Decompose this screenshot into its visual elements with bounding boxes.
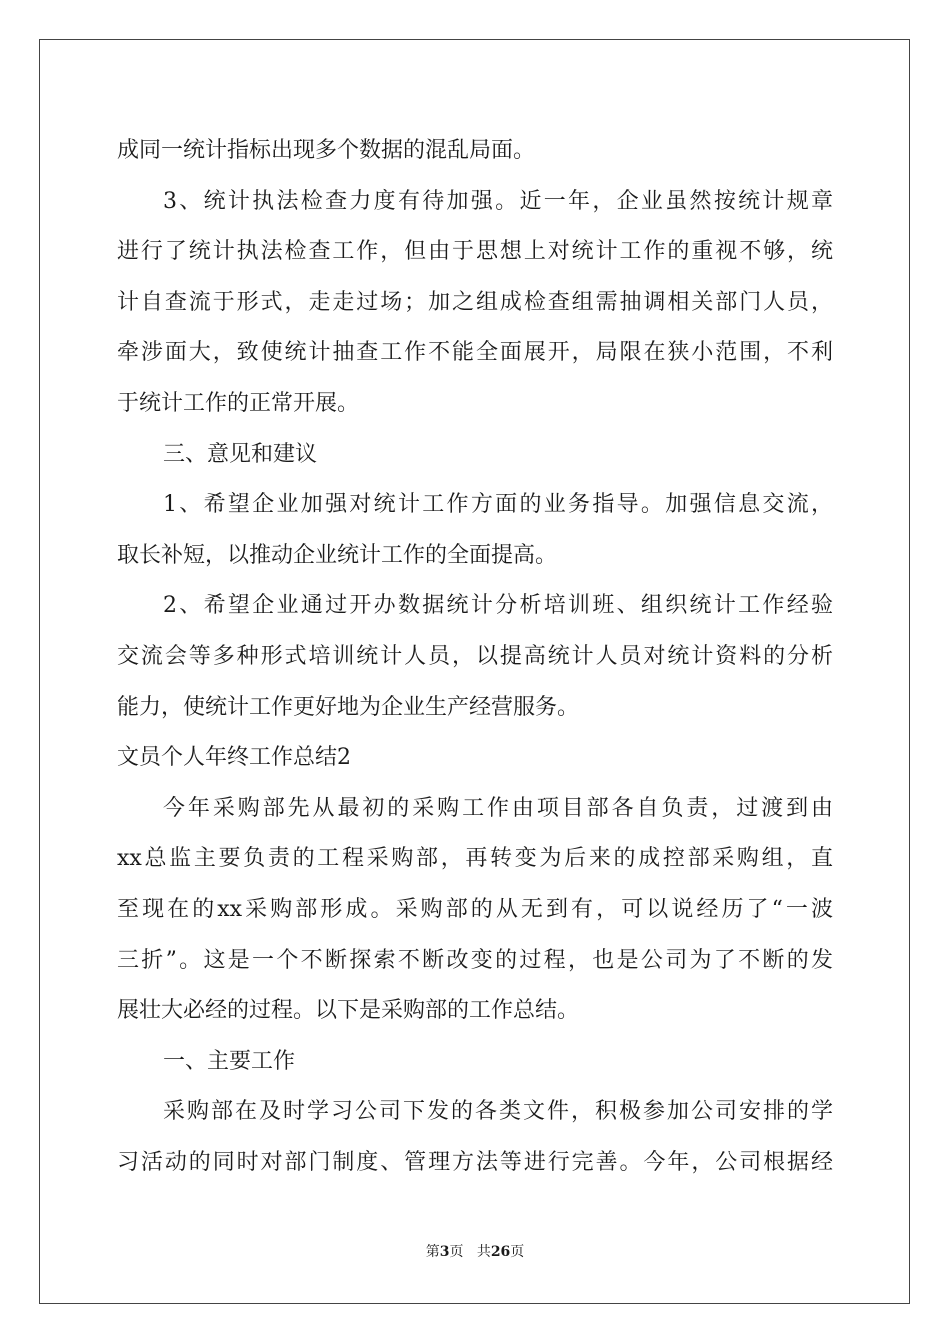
text-line: 牵涉面大，致使统计抽查工作不能全面展开，局限在狭小范围，不利: [117, 340, 833, 366]
text-line: 1、希望企业加强对统计工作方面的业务指导。加强信息交流，: [163, 492, 833, 518]
section-heading: 三、意见和建议: [163, 441, 318, 467]
total-label-suffix: 页: [510, 1244, 525, 1260]
text-line: 至现在的xx采购部形成。采购部的从无到有，可以说经历了“一波: [117, 896, 833, 922]
page-number: 3: [439, 1244, 450, 1260]
page-footer: [0, 1241, 950, 1261]
text-line: 交流会等多种形式培训统计人员，以提高统计人员对统计资料的分析: [117, 643, 833, 669]
text-line: 于统计工作的正常开展。: [117, 390, 360, 416]
page-label-suffix: 页: [449, 1244, 464, 1260]
total-label-prefix: 共: [476, 1244, 491, 1260]
text-line: 取长补短，以推动企业统计工作的全面提高。: [117, 542, 558, 568]
document-body: [117, 126, 833, 1188]
text-line: 习活动的同时对部门制度、管理方法等进行完善。今年，公司根据经: [117, 1149, 833, 1175]
text-line: xx总监主要负责的工程采购部，再转变为后来的成控部采购组，直: [117, 846, 833, 872]
text-line: 采购部在及时学习公司下发的各类文件，积极参加公司安排的学: [163, 1099, 833, 1125]
document-title: 文员个人年终工作总结2: [117, 745, 351, 771]
text-line: 展壮大必经的过程。以下是采购部的工作总结。: [117, 998, 580, 1024]
text-line: 3、统计执法检查力度有待加强。近一年，企业虽然按统计规章: [163, 188, 833, 214]
text-line: 计自查流于形式，走走过场；加之组成检查组需抽调相关部门人员，: [117, 289, 833, 315]
text-line: 进行了统计执法检查工作，但由于思想上对统计工作的重视不够，统: [117, 239, 833, 265]
text-line: 能力，使统计工作更好地为企业生产经营服务。: [117, 694, 580, 720]
text-line: 2、希望企业通过开办数据统计分析培训班、组织统计工作经验: [163, 593, 833, 619]
text-line: 今年采购部先从最初的采购工作由项目部各自负责，过渡到由: [163, 795, 833, 821]
total-pages: 26: [490, 1244, 511, 1260]
text-line: 三折”。这是一个不断探索不断改变的过程，也是公司为了不断的发: [117, 947, 833, 973]
section-heading: 一、主要工作: [163, 1048, 296, 1074]
page-label-prefix: 第: [425, 1244, 440, 1260]
text-line: 成同一统计指标出现多个数据的混乱局面。: [117, 138, 536, 163]
